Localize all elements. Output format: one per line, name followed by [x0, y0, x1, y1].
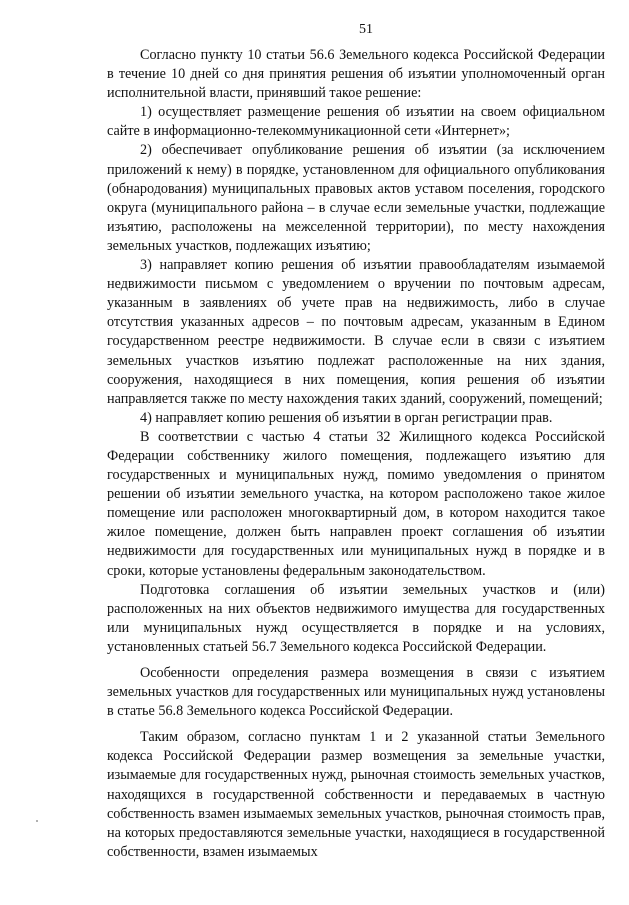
paragraph-agreement: Подготовка соглашения об изъятии земельных участков и (или) расположенных на них объектов недвижимого имущества для государственных или муниципальных нужд осуществляется в порядке и на условиях, установленных статьей 56.7 Земельного кодекса Российской Федерации.	[107, 581, 605, 655]
paragraph-item-2: 2) обеспечивает опубликование решения об изъятии (за исключением приложений к нему) в порядке, установленном для официального опубликования (обнародования) муниципальных правовых актов уставом поселения, городского округа (муниципального района – в случае если земельные участки, подлежащие изъятию, расположены на межселенной территории), по месту нахождения земельных участков, подлежащих изъятию;	[107, 142, 605, 254]
scan-speck	[36, 820, 38, 822]
paragraph-intro: Согласно пункту 10 статьи 56.6 Земельного кодекса Российской Федерации в течение 10 дней со дня принятия решения об изъятии уполномоченный орган исполнительной власти, принявший такое решение:	[107, 47, 605, 102]
paragraph-housing-code: В соответствии с частью 4 статьи 32 Жилищного кодекса Российской Федерации собственнику жилого помещения, подлежащего изъятию для государственных и муниципальных нужд, помимо уведомления о принятом решении об изъятии земельного участка, на котором расположено такое жилое помещение или расположен многоквартирный дом, в котором находится такое жилое помещение, должен быть направлен проект соглашения об изъятии недвижимости для государственных или муниципальных нужд в порядке и в сроки, которые установлены федеральным законодательством.	[107, 428, 605, 579]
paragraph-conclusion: Таким образом, согласно пунктам 1 и 2 указанной статьи Земельного кодекса Российской Федерации размер возмещения за земельные участки, изымаемые для государственных нужд, рыночная стоимость земельных участков, находящихся в государственной собственности и передаваемых в частную собственность взамен изымаемых земельных участков, рыночная стоимость прав, на которых предоставляются земельные участки, находящиеся в государственной собственности, взамен изымаемых	[107, 729, 605, 860]
paragraph-item-1: 1) осуществляет размещение решения об изъятии на своем официальном сайте в информационно-телекоммуникационной сети «Интернет»;	[107, 104, 605, 140]
paragraph-item-3: 3) направляет копию решения об изъятии правообладателям изымаемой недвижимости письмом с уведомлением о вручении по почтовым адресам, указанным в заявлениях об учете прав на недвижимость, либо в случае отсутствия указанных адресов – по почтовым адресам, указанным в Едином государственном реестре недвижимости. В случае если в связи с изъятием земельных участков изъятию подлежат расположенные на них здания, сооружения, находящиеся в них помещения, копия решения об изъятии направляется также по месту нахождения таких зданий, сооружений, помещений;	[107, 257, 605, 407]
page-number: 51	[359, 22, 373, 37]
paragraph-item-4: 4) направляет копию решения об изъятии в орган регистрации прав.	[140, 409, 553, 426]
paragraph-compensation: Особенности определения размера возмещения в связи с изъятием земельных участков для государственных или муниципальных нужд установлены в статье 56.8 Земельного кодекса Российской Федерации.	[107, 665, 605, 720]
